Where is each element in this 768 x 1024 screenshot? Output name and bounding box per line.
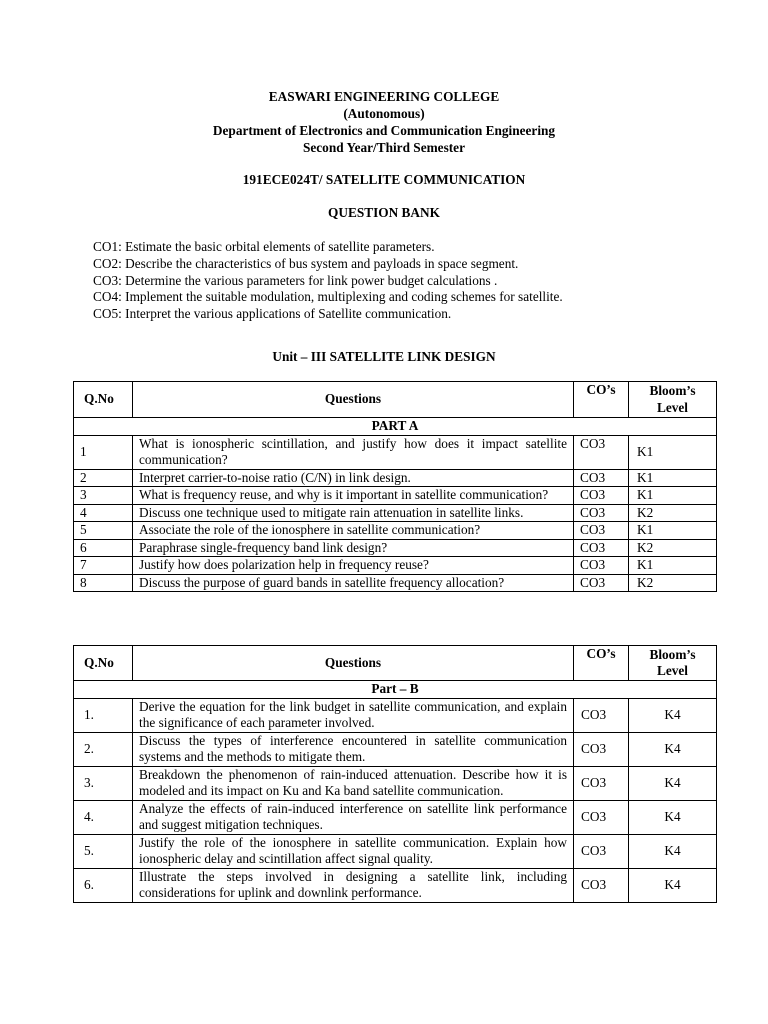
questions-header: Questions [133, 646, 574, 681]
question-text: Illustrate the steps involved in designing a satellite link, including considerations for uplink and downlink performance. [133, 868, 574, 902]
table-row [74, 732, 717, 766]
question-text: Analyze the effects of rain-induced interference on satellite link performance and suggest mitigation techniques. [133, 800, 574, 834]
question-text: Discuss the types of interference encountered in satellite communication systems and the methods to mitigate them. [133, 732, 574, 766]
table-header-row [74, 646, 717, 681]
question-text: Discuss one technique used to mitigate rain attenuation in satellite links. [133, 504, 574, 522]
blooms-level: K1 [629, 469, 717, 487]
course-outcome-code: CO3 [574, 539, 629, 557]
course-title: 191ECE024T/ SATELLITE COMMUNICATION [242, 172, 526, 187]
table-row [74, 766, 717, 800]
document-header [0, 88, 768, 156]
department-name: Department of Electronics and Communication Engineering [212, 123, 556, 138]
question-number: 5. [74, 834, 133, 868]
question-number: 6 [74, 539, 133, 557]
question-number: 1 [74, 435, 133, 469]
table-row [74, 574, 717, 592]
question-number: 6. [74, 868, 133, 902]
blooms-level: K4 [629, 834, 717, 868]
table-header-row [74, 382, 717, 418]
question-number: 2 [74, 469, 133, 487]
course-outcome: CO1: Estimate the basic orbital elements of satellite parameters. [93, 239, 435, 254]
course-outcome-code: CO3 [574, 698, 629, 732]
question-number: 7 [74, 557, 133, 575]
question-text: Discuss the purpose of guard bands in satellite frequency allocation? [133, 574, 574, 592]
part-b-table [73, 645, 717, 903]
course-outcome-code: CO3 [574, 834, 629, 868]
blooms-level: K2 [629, 539, 717, 557]
part-b-row [74, 681, 717, 699]
blooms-level: K4 [629, 732, 717, 766]
blooms-level: K1 [629, 557, 717, 575]
question-number: 5 [74, 522, 133, 540]
part-a-row [74, 418, 717, 436]
course-outcome-code: CO3 [574, 435, 629, 469]
question-number: 3. [74, 766, 133, 800]
question-text: Derive the equation for the link budget in satellite communication, and explain the significance of each parameter involved. [133, 698, 574, 732]
question-text: What is frequency reuse, and why is it important in satellite communication? [133, 487, 574, 505]
course-outcome-code: CO3 [574, 766, 629, 800]
qno-header: Q.No [74, 382, 133, 418]
course-outcome-code: CO3 [574, 522, 629, 540]
part-a-rows [74, 435, 717, 592]
table-row [74, 834, 717, 868]
question-text: Associate the role of the ionosphere in satellite communication? [133, 522, 574, 540]
question-text: Justify how does polarization help in frequency reuse? [133, 557, 574, 575]
question-text: What is ionospheric scintillation, and justify how does it impact satellite communication? [133, 435, 574, 469]
blooms-level: K1 [629, 522, 717, 540]
course-outcomes [93, 239, 733, 323]
question-number: 8 [74, 574, 133, 592]
question-number: 4. [74, 800, 133, 834]
part-b-title: Part – B [74, 681, 717, 699]
course-outcome-code: CO3 [574, 469, 629, 487]
questions-header: Questions [133, 382, 574, 418]
question-text: Breakdown the phenomenon of rain-induced attenuation. Describe how it is modeled and its impact on Ku and Ka band satellite communication. [133, 766, 574, 800]
question-number: 2. [74, 732, 133, 766]
table-row [74, 522, 717, 540]
course-outcome-code: CO3 [574, 574, 629, 592]
table-row [74, 435, 717, 469]
part-a-table [73, 381, 717, 592]
course-outcome: CO3: Determine the various parameters for link power budget calculations . [93, 272, 498, 288]
blooms-level: K4 [629, 868, 717, 902]
table-row [74, 539, 717, 557]
course-outcome: CO5: Interpret the various applications of Satellite communication. [93, 306, 452, 322]
college-name: EASWARI ENGINEERING COLLEGE [268, 89, 500, 104]
course-outcome-code: CO3 [574, 557, 629, 575]
blooms-level: K4 [629, 800, 717, 834]
table-row [74, 487, 717, 505]
blooms-header: Bloom’s Level [629, 382, 717, 418]
doc-title: QUESTION BANK [328, 205, 440, 220]
table-row [74, 557, 717, 575]
autonomous-label: (Autonomous) [343, 106, 425, 121]
course-outcome-code: CO3 [574, 732, 629, 766]
blooms-level: K1 [629, 435, 717, 469]
year-semester: Second Year/Third Semester [302, 140, 465, 155]
table-row [74, 469, 717, 487]
course-outcome-code: CO3 [574, 800, 629, 834]
part-b-rows [74, 698, 717, 902]
blooms-level: K2 [629, 574, 717, 592]
part-a-title: PART A [74, 418, 717, 436]
question-number: 3 [74, 487, 133, 505]
course-outcome: CO2: Describe the characteristics of bus system and payloads in space segment. [93, 255, 519, 271]
course-outcome-code: CO3 [574, 868, 629, 902]
table-row [74, 868, 717, 902]
unit-title: Unit – III SATELLITE LINK DESIGN [272, 349, 496, 364]
cos-header: CO’s [574, 646, 629, 681]
blooms-header: Bloom’s Level [629, 646, 717, 681]
course-outcome-code: CO3 [574, 504, 629, 522]
question-text: Justify the role of the ionosphere in satellite communication. Explain how ionospheric delay and scintillation affect signal quality. [133, 834, 574, 868]
blooms-level: K4 [629, 698, 717, 732]
blooms-level: K2 [629, 504, 717, 522]
question-text: Paraphrase single-frequency band link design? [133, 539, 574, 557]
question-number: 4 [74, 504, 133, 522]
qno-header: Q.No [74, 646, 133, 681]
cos-header: CO’s [574, 382, 629, 418]
question-number: 1. [74, 698, 133, 732]
table-row [74, 504, 717, 522]
table-row [74, 698, 717, 732]
course-outcome-code: CO3 [574, 487, 629, 505]
blooms-level: K4 [629, 766, 717, 800]
blooms-level: K1 [629, 487, 717, 505]
course-outcome: CO4: Implement the suitable modulation, multiplexing and coding schemes for satellite. [93, 289, 563, 305]
question-text: Interpret carrier-to-noise ratio (C/N) in link design. [133, 469, 574, 487]
table-row [74, 800, 717, 834]
